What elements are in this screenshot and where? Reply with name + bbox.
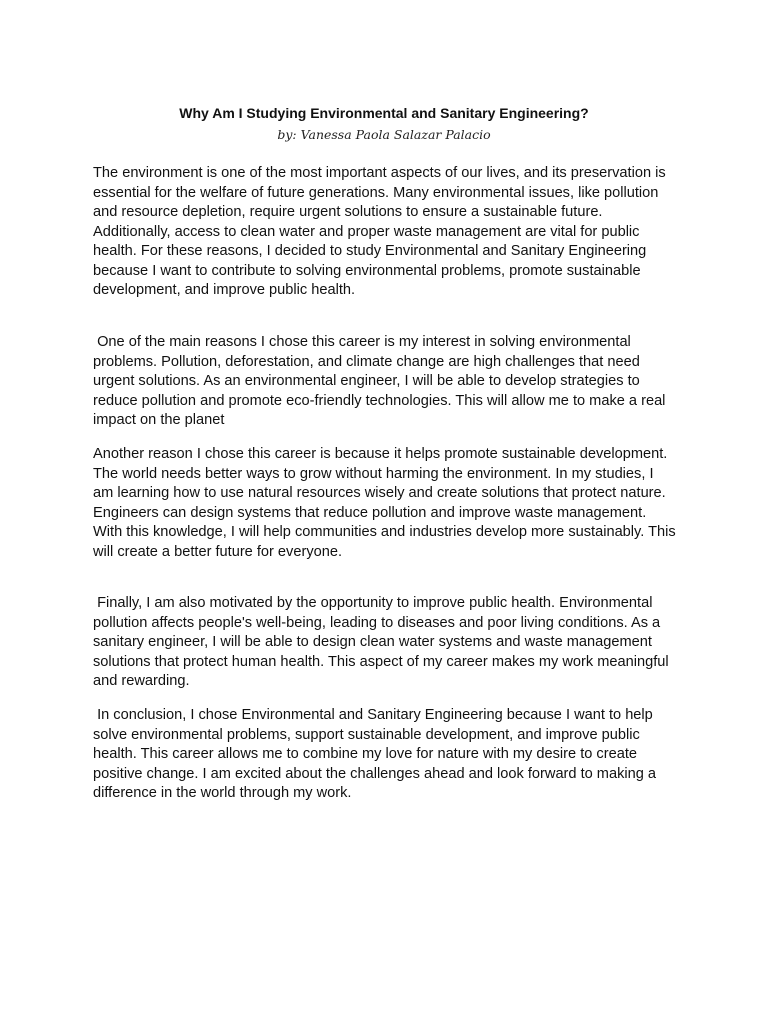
document-title: Why Am I Studying Environmental and Sanitary Engineering?: [179, 105, 589, 121]
paragraph-public-health: Finally, I am also motivated by the opportunity to improve public health. Environmental pollution affects people's well-being, leading to diseases and poor living conditions. As a sanitary engineer, I will be able to design clean water systems and waste management solutions that protect human health. This aspect of my career makes my work meaningful and rewarding.: [93, 595, 673, 689]
paragraph-environmental-problems: One of the main reasons I chose this career is my interest in solving environmental problems. Pollution, deforestation, and climate change are high challenges that need urgent solutions. As an environmental engineer, I will be able to develop strategies to reduce pollution and promote eco-friendly technologies. This will allow me to make a real impact on the planet: [93, 334, 670, 428]
paragraph-introduction: The environment is one of the most important aspects of our lives, and its preservation is essential for the welfare of future generations. Many environmental issues, like pollution and resource depletion, require urgent solutions to ensure a sustainable future. Additionally, access to clean water and proper waste management are vital for public health. For these reasons, I decided to study Environmental and Sanitary Engineering because I want to contribute to solving environmental problems, promote sustainable development, and improve public health.: [93, 165, 670, 298]
paragraph-sustainable-development: Another reason I chose this career is because it helps promote sustainable development. The world needs better ways to grow without harming the environment. In my studies, I am learning how to use natural resources wisely and create solutions that protect nature. Engineers can design systems that reduce pollution and improve waste management. With this knowledge, I will help communities and industries develop more sustainably. This will create a better future for everyone.: [93, 446, 680, 560]
author-byline: by: Vanessa Paola Salazar Palacio: [277, 127, 491, 142]
paragraph-conclusion: In conclusion, I chose Environmental and Sanitary Engineering because I want to help solve environmental problems, support sustainable development, and improve public health. This career allows me to combine my love for nature with my desire to create positive change. I am excited about the challenges ahead and look forward to making a difference in the world through my work.: [93, 707, 661, 801]
